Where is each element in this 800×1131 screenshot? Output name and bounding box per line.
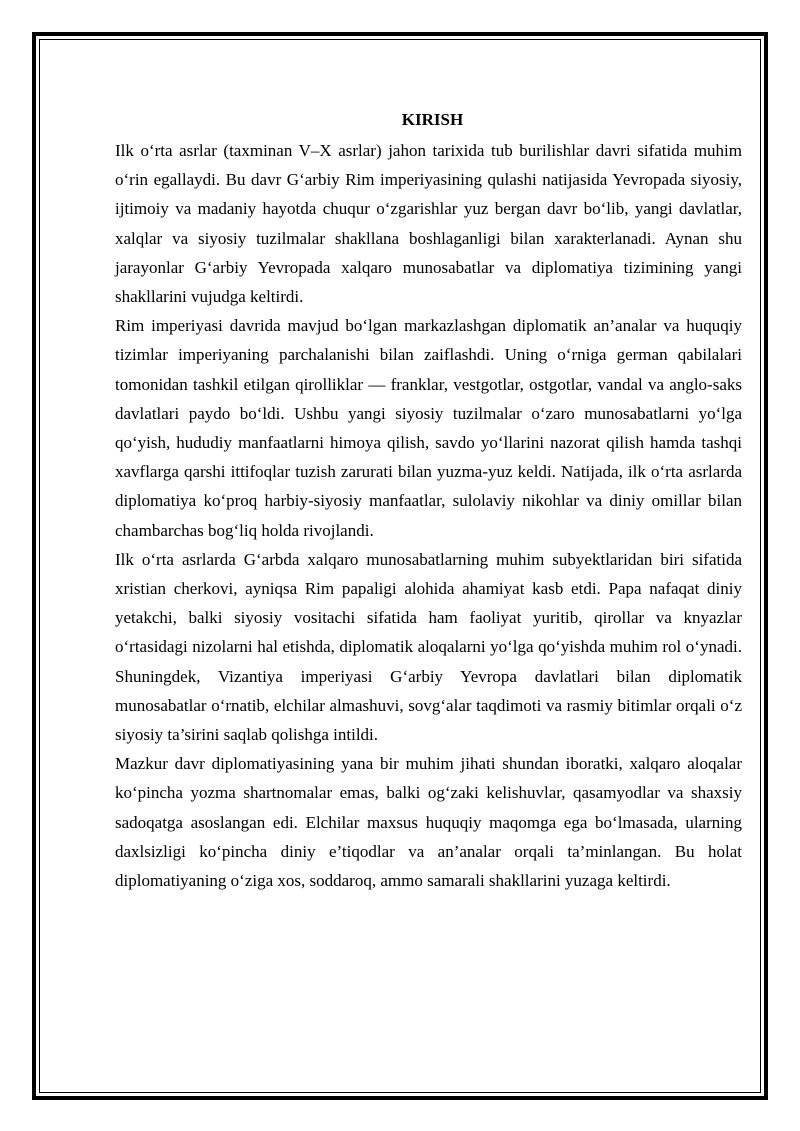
paragraph-3: Ilk o‘rta asrlarda G‘arbda xalqaro munosabatlarning muhim subyektlaridan biri sifatida xristian cherkovi, ayniqsa Rim papaligi alohida ahamiyat kasb etdi. Papa nafaqat diniy yetakchi, balki siyosiy vositachi sifatida ham faoliyat yuritib, qirollar va knyazlar o‘rtasidagi nizolarni hal etishda, diplomatik aloqalarni yo‘lga qo‘yishda muhim rol o‘ynadi. Shuningdek, Vizantiya imperiyasi G‘arbiy Yevropa davlatlari bilan diplomatik munosabatlar o‘rnatib, elchilar almashuvi, sovg‘alar taqdimoti va rasmiy bitimlar orqali o‘z siyosiy ta’sirini saqlab qolishga intildi. (115, 549, 742, 745)
paragraph-4: Mazkur davr diplomatiyasining yana bir muhim jihati shundan iboratki, xalqaro aloqalar ko‘pincha yozma shartnomalar emas, balki og‘zaki kelishuvlar, qasamyodlar va shaxsiy sadoqatga asoslangan edi. Elchilar maxsus huquqiy maqomga ega bo‘lmasada, ularning daxlsizligi ko‘pincha diniy e’tiqodlar va an’analar orqali ta’minlangan. Bu holat diplomatiyaning o‘ziga xos, soddaroq, ammo samarali shakllarini yuzaga keltirdi. (115, 754, 742, 891)
document-body (115, 104, 742, 895)
paragraph-1: Ilk o‘rta asrlar (taxminan V–X asrlar) jahon tarixida tub burilishlar davri sifatida muhim o‘rin egallaydi. Bu davr G‘arbiy Rim imperiyasining qulashi natijasida Yevropada siyosiy, ijtimoiy va madaniy hayotda chuqur o‘zgarishlar yuz bergan davr bo‘lib, yangi davlatlar, xalqlar va siyosiy tuzilmalar shakllana boshlaganligi bilan xarakterlanadi. Aynan shu jarayonlar G‘arbiy Yevropada xalqaro munosabatlar va diplomatiya tizimining yangi shakllarini vujudga keltirdi. (115, 141, 742, 307)
paragraph-2: Rim imperiyasi davrida mavjud bo‘lgan markazlashgan diplomatik an’analar va huquqiy tizimlar imperiyaning parchalanishi bilan zaiflashdi. Uning o‘rniga german qabilalari tomonidan tashkil etilgan qirolliklar — franklar, vestgotlar, ostgotlar, vandal va anglo-saks davlatlari paydo bo‘ldi. Ushbu yangi siyosiy tuzilmalar o‘zaro munosabatlarni yo‘lga qo‘yish, hududiy manfaatlarni himoya qilish, savdo yo‘llarini nazorat qilish hamda tashqi xavflarga qarshi ittifoqlar tuzish zarurati bilan yuzma-yuz keldi. Natijada, ilk o‘rta asrlarda diplomatiya ko‘proq harbiy-siyosiy manfaatlar, sulolaviy nikohlar va diniy omillar bilan chambarchas bog‘liq holda rivojlandi. (115, 316, 742, 540)
document-title: KIRISH (401, 110, 464, 129)
